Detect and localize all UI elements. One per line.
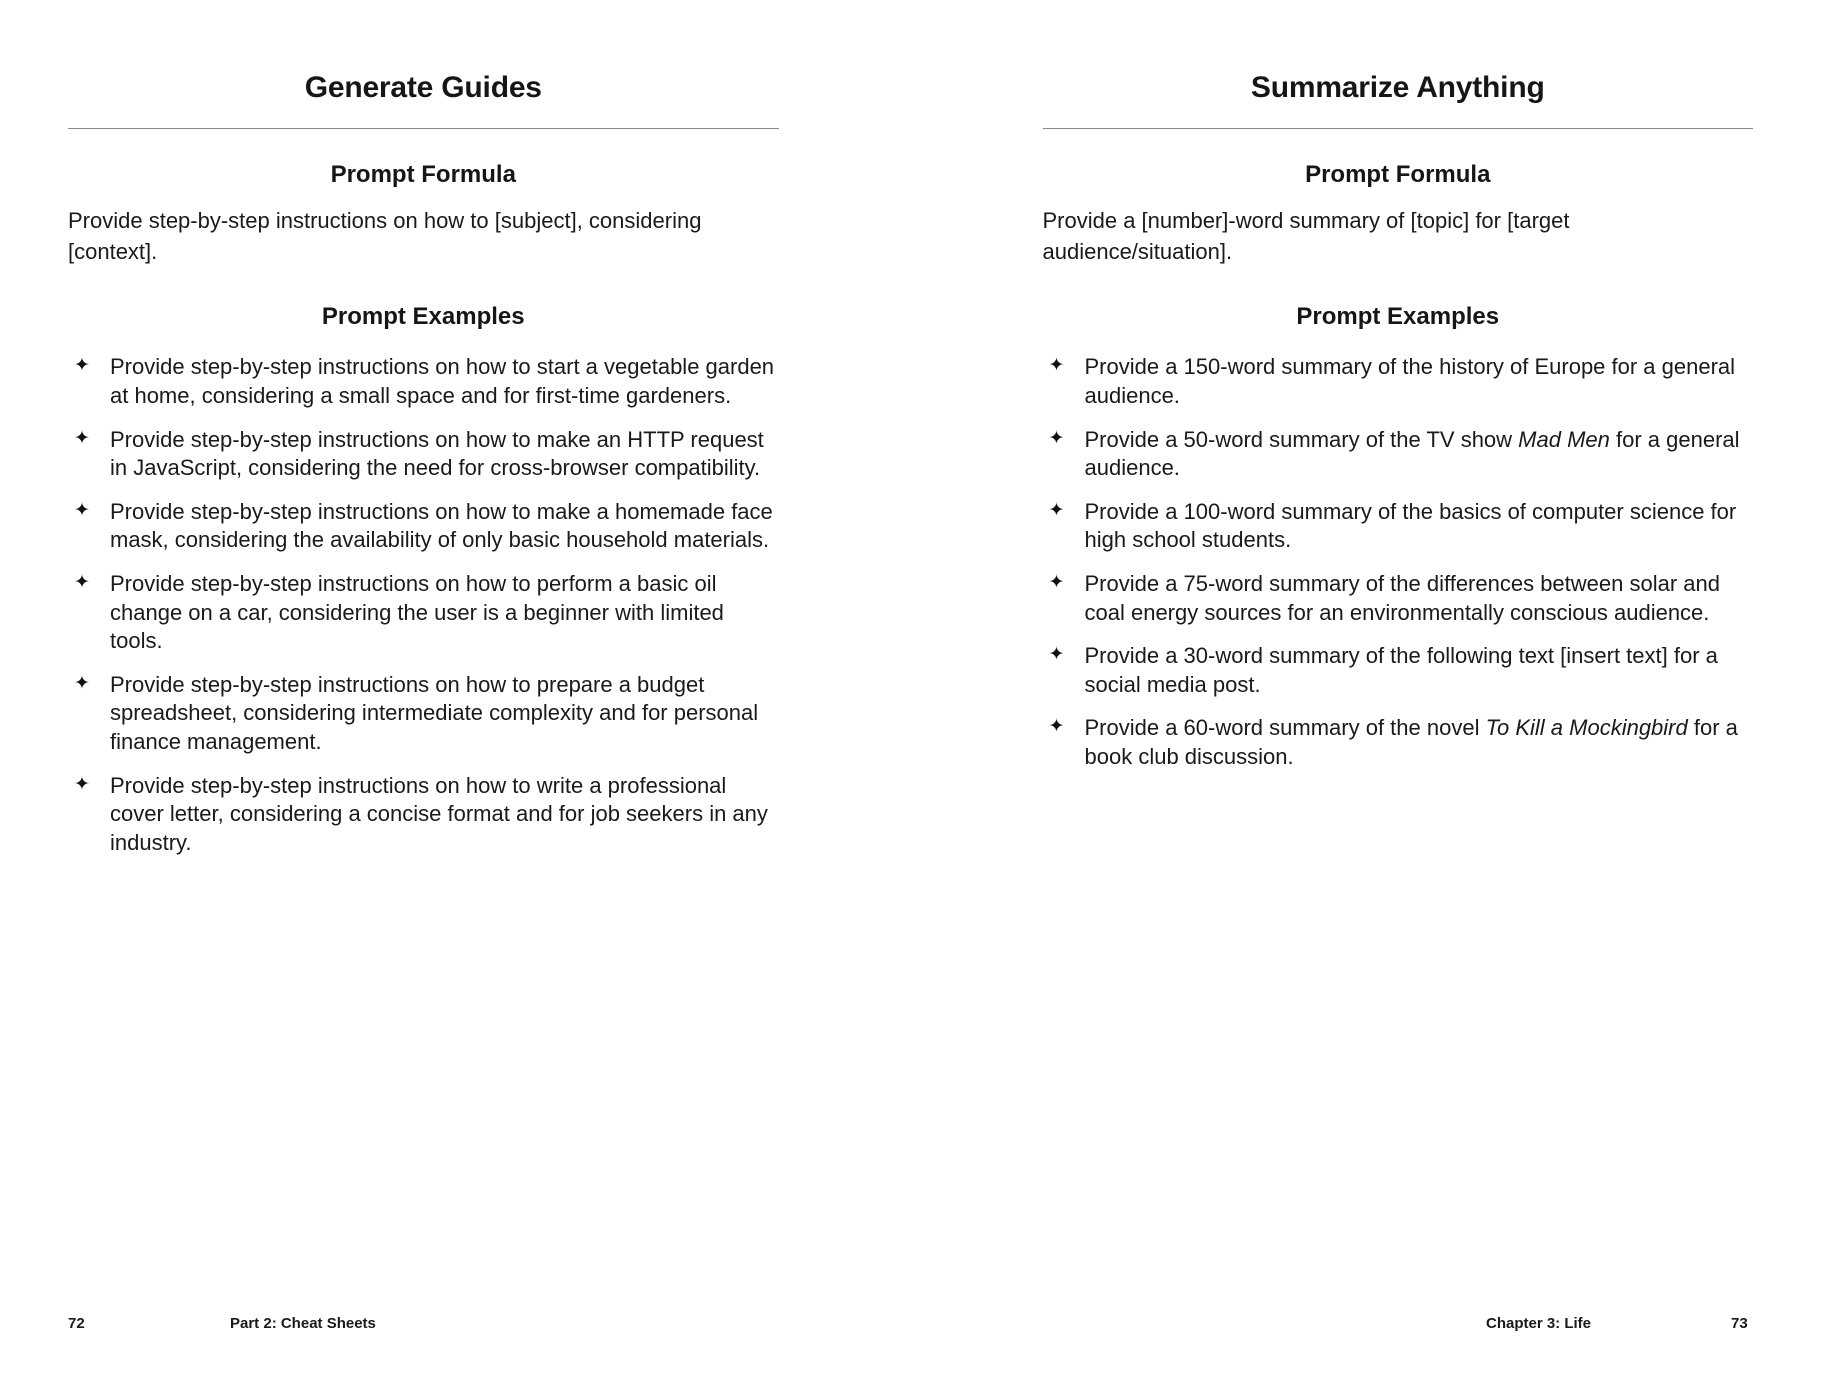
list-item xyxy=(1043,714,1754,771)
title-divider xyxy=(1043,128,1754,129)
page-title: Summarize Anything xyxy=(1250,71,1545,104)
star-bullet-icon: ✦ xyxy=(74,427,90,449)
star-bullet-icon: ✦ xyxy=(1048,716,1065,738)
list-item-text-after: for a general audience. xyxy=(1084,426,1740,481)
list-item xyxy=(1043,498,1754,555)
prompt-formula-heading: Prompt Formula xyxy=(330,161,516,188)
right-page xyxy=(911,0,1821,1396)
star-bullet-icon: ✦ xyxy=(1048,644,1065,666)
page-title: Generate Guides xyxy=(304,71,542,104)
right-page-content xyxy=(1043,60,1754,1336)
star-bullet-icon: ✦ xyxy=(74,773,90,795)
list-item xyxy=(68,772,779,858)
list-item xyxy=(1043,570,1754,627)
running-head: Part 2: Cheat Sheets xyxy=(230,1314,376,1332)
star-bullet-icon: ✦ xyxy=(74,355,90,377)
list-item-text-before: Provide a 100-word summary of the basics of computer science for high school students. xyxy=(1084,498,1737,553)
list-item xyxy=(1043,642,1754,699)
list-item xyxy=(1043,353,1754,410)
star-bullet-icon: ✦ xyxy=(1048,572,1065,594)
list-item-text-before: Provide a 30-word summary of the following text [insert text] for a social media post. xyxy=(1084,643,1718,697)
list-item xyxy=(68,570,779,656)
list-item-text-before: Provide a 75-word summary of the differences between solar and coal energy sources for an environmentally conscious audience. xyxy=(1084,571,1720,625)
left-page-content xyxy=(68,60,779,1336)
list-item-text: Provide step-by-step instructions on how to make an HTTP request in JavaScript, considering the need for cross-browser compatibility. xyxy=(110,426,764,481)
prompt-examples-list xyxy=(1043,353,1754,771)
prompt-formula-text: Provide step-by-step instructions on how to [subject], considering [context]. xyxy=(68,208,702,265)
list-item-text: Provide step-by-step instructions on how to start a vegetable garden at home, considering a small space and for first-time gardeners. xyxy=(110,354,775,409)
star-bullet-icon: ✦ xyxy=(1048,427,1065,449)
list-item-text-before: Provide a 50-word summary of the TV show xyxy=(1084,426,1519,452)
list-item-text-italic: To Kill a Mockingbird xyxy=(1485,715,1688,741)
list-item-text-before: Provide a 150-word summary of the history of Europe for a general audience. xyxy=(1084,354,1736,409)
star-bullet-icon: ✦ xyxy=(1048,355,1065,377)
prompt-formula-text: Provide a [number]-word summary of [topic] for [target audience/situation]. xyxy=(1042,208,1570,265)
list-item xyxy=(1043,426,1754,483)
list-item xyxy=(68,498,779,555)
star-bullet-icon: ✦ xyxy=(74,499,90,521)
list-item-text-italic: Mad Men xyxy=(1518,426,1610,452)
right-page-footer xyxy=(1043,1310,1754,1336)
list-item-text-before: Provide a 60-word summary of the novel xyxy=(1084,715,1486,741)
running-head: Chapter 3: Life xyxy=(1485,1314,1591,1332)
prompt-formula-heading: Prompt Formula xyxy=(1305,161,1491,188)
prompt-examples-heading: Prompt Examples xyxy=(1296,303,1500,331)
page-number: 73 xyxy=(1731,1314,1748,1332)
list-item-text-after: for a book club discussion. xyxy=(1084,715,1738,769)
page-number: 72 xyxy=(68,1314,85,1332)
prompt-examples-heading: Prompt Examples xyxy=(321,303,525,331)
list-item-text: Provide step-by-step instructions on how to make a homemade face mask, considering the availability of only basic household materials. xyxy=(110,498,773,553)
title-divider xyxy=(68,128,779,129)
list-item xyxy=(68,426,779,483)
left-page-footer xyxy=(68,1310,779,1336)
list-item xyxy=(68,353,779,410)
list-item-text: Provide step-by-step instructions on how to write a professional cover letter, considering a concise format and for job seekers in any industry. xyxy=(110,772,768,855)
prompt-examples-list xyxy=(68,353,779,857)
star-bullet-icon: ✦ xyxy=(74,572,90,594)
list-item-text: Provide step-by-step instructions on how to perform a basic oil change on a car, considering the user is a beginner with limited tools. xyxy=(110,571,724,654)
list-item-text: Provide step-by-step instructions on how to prepare a budget spreadsheet, considering intermediate complexity and for personal finance management. xyxy=(110,671,759,754)
list-item xyxy=(68,671,779,757)
star-bullet-icon: ✦ xyxy=(74,672,90,694)
star-bullet-icon: ✦ xyxy=(1048,499,1065,521)
